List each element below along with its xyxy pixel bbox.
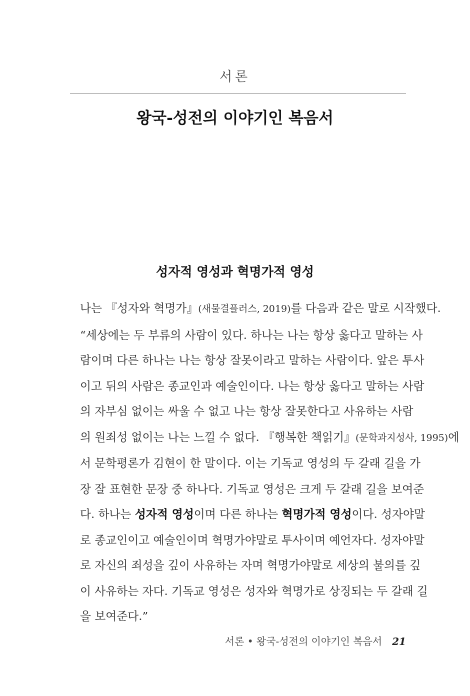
- text-line: 로 자신의 죄성을 깊이 사유하는 자며 혁명가야말로 세상의 불의를 깊: [80, 558, 421, 572]
- text-line: 서 문학평론가 김현이 한 말이다. 이는 기독교 영성의 두 갈래 길을 가: [80, 456, 421, 470]
- text-line: 나는 『성자와 혁명가』(새물결플러스, 2019)를 다음과 같은 말로 시작했다.: [80, 301, 441, 315]
- text-line: 을 보여준다.”: [80, 609, 149, 623]
- chapter-title: 왕국-성전의 이야기인 복음서: [136, 108, 334, 127]
- running-title: 서론 • 왕국-성전의 이야기인 복음서: [224, 637, 383, 648]
- header-divider: [70, 93, 406, 94]
- page-number: 21: [392, 637, 406, 648]
- text-line: 이 사유하는 자다. 기독교 영성은 성자와 혁명가로 상징되는 두 갈래 길: [80, 583, 428, 598]
- text-line: 의 원죄성 없이는 나는 느낄 수 없다. 『행복한 책읽기』(문학과지성사, 1995)에: [80, 429, 460, 444]
- bold-term-saintly: 성자적 영성: [134, 507, 194, 521]
- text-line: 의 자부심 없이는 싸울 수 없고 나는 항상 잘못한다고 사유하는 사람: [80, 404, 414, 418]
- text-line: 로 종교인이고 예술인이며 혁명가야말로 투사이며 예언자다. 성자야말: [80, 532, 425, 547]
- part-label: 서론: [219, 70, 251, 85]
- text-line: 장 잘 표현한 문장 중 하나다. 기독교 영성은 크게 두 갈래 길을 보여준: [80, 481, 425, 496]
- page-footer: [225, 633, 406, 648]
- text-line: 람이며 다른 하나는 나는 항상 잘못이라고 말하는 사람이다. 앞은 투사: [80, 353, 425, 367]
- bold-term-revolutionary: 혁명가적 영성: [281, 507, 352, 521]
- text-line: “세상에는 두 부류의 사람이 있다. 하나는 나는 항상 옳다고 말하는 사: [80, 327, 423, 342]
- body-paragraph: [80, 296, 460, 630]
- text-line: 이고 뒤의 사람은 종교인과 예술인이다. 나는 항상 옳다고 말하는 사람: [80, 378, 425, 393]
- section-heading: 성자적 영성과 혁명가적 영성: [156, 264, 314, 279]
- text-line: 다. 하나는 성자적 영성이며 다른 하나는 혁명가적 영성이다. 성자야말: [80, 507, 426, 521]
